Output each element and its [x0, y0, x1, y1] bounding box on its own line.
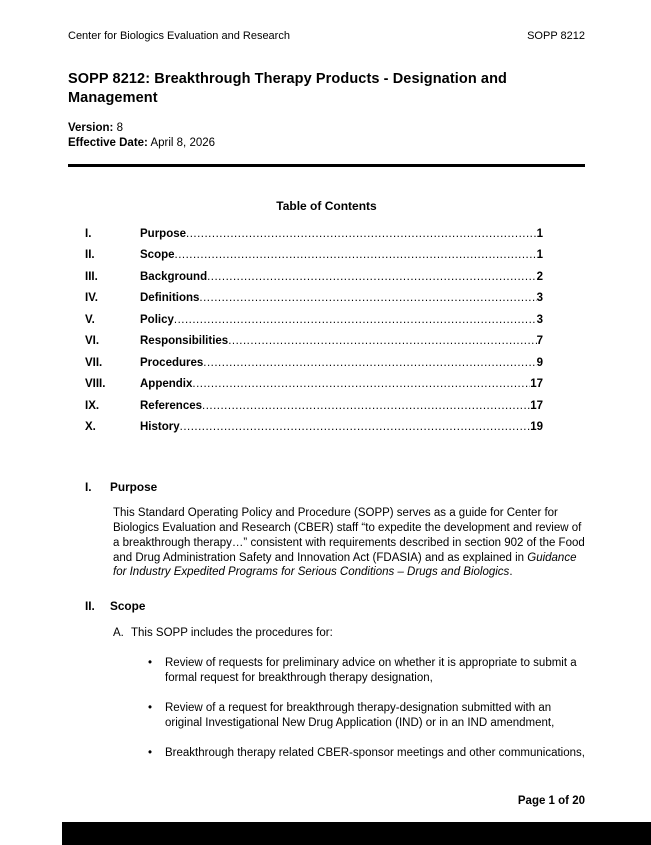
- toc-entry: [85, 400, 543, 422]
- scope-item-a-label: A.: [113, 627, 124, 640]
- scope-bullet-item: [148, 701, 585, 731]
- version-label: Version:: [68, 121, 114, 134]
- toc-leader-dots: [180, 421, 531, 433]
- toc-entry-page: 9: [536, 356, 543, 369]
- effective-date-label: Effective Date:: [68, 137, 148, 150]
- bullet-icon: [148, 656, 165, 686]
- toc-entry-page: 1: [536, 227, 543, 240]
- document-title: SOPP 8212: Breakthrough Therapy Products - Designation and Management: [68, 71, 508, 106]
- toc-entry: [85, 378, 543, 400]
- effective-date-value: April 8, 2026: [150, 137, 216, 150]
- version-line: [68, 121, 585, 137]
- bullet-icon: [148, 746, 165, 761]
- toc-entry-page: 2: [536, 270, 543, 283]
- toc-entry: [85, 357, 543, 379]
- bullet-icon: [148, 701, 165, 731]
- page-header: [68, 30, 585, 43]
- section-heading-purpose: [85, 480, 585, 494]
- toc-leader-dots: [199, 292, 536, 304]
- purpose-text: This Standard Operating Policy and Procedure (SOPP) serves as a guide for Center for Biologics Evaluation and Research (CBER) staff “to expedite the development and review of a breakthrough therapy…” consistent with requirements described in section 902 of the Food and Drug Administration Safety and Innovation Act (FDASIA) and as explained in: [113, 506, 585, 564]
- toc-leader-dots: [207, 271, 537, 283]
- scope-bullet-item: [148, 656, 585, 686]
- scope-item-a: [113, 626, 585, 641]
- toc-entry-page: 7: [536, 335, 543, 348]
- toc-entry-number: IV.: [85, 292, 99, 305]
- section-number: II.: [85, 599, 95, 614]
- scope-bullet-item: [148, 746, 585, 761]
- scope-item-a-text: This SOPP includes the procedures for:: [131, 627, 333, 640]
- toc-entry-label: References: [140, 399, 203, 412]
- toc-entry: [85, 421, 543, 443]
- toc-entry-label: Definitions: [140, 292, 200, 305]
- table-of-contents: [85, 228, 543, 443]
- toc-leader-dots: [186, 228, 537, 240]
- toc-entry-page: 17: [530, 399, 543, 412]
- effective-date-line: [68, 136, 585, 152]
- toc-entry-label: History: [140, 421, 180, 434]
- toc-entry: [85, 335, 543, 357]
- toc-entry: [85, 228, 543, 250]
- toc-entry-number: X.: [85, 421, 96, 434]
- toc-entry-page: 1: [536, 249, 543, 262]
- toc-entry: [85, 271, 543, 293]
- toc-entry-label: Procedures: [140, 356, 204, 369]
- purpose-paragraph: [113, 506, 585, 581]
- header-right-text: SOPP 8212: [527, 30, 585, 42]
- bullet-text: Review of a request for breakthrough therapy-designation submitted with an original Investigational New Drug Application (IND) or in an IND amendment,: [165, 702, 555, 730]
- toc-entry: [85, 249, 543, 271]
- header-left-text: Center for Biologics Evaluation and Research: [68, 30, 290, 42]
- toc-entry-label: Appendix: [140, 378, 193, 391]
- section-title: Purpose: [110, 479, 158, 494]
- toc-entry-label: Purpose: [140, 227, 187, 240]
- toc-entry-number: VIII.: [85, 378, 106, 391]
- toc-leader-dots: [203, 357, 536, 369]
- document-meta: [68, 121, 585, 152]
- toc-entry-label: Policy: [140, 313, 174, 326]
- page-number-footer: Page 1 of 20: [517, 795, 585, 807]
- toc-entry-label: Responsibilities: [140, 335, 229, 348]
- page-bottom-bar: [62, 822, 651, 845]
- toc-leader-dots: [192, 378, 530, 390]
- toc-entry-page: 3: [536, 313, 543, 326]
- toc-entry-page: 19: [530, 421, 543, 434]
- toc-leader-dots: [175, 249, 537, 261]
- toc-entry: [85, 292, 543, 314]
- section-number: I.: [85, 479, 92, 494]
- toc-entry: [85, 314, 543, 336]
- section-heading-scope: [85, 599, 585, 613]
- purpose-text-italic: Guidance for Industry Expedited Programs for Serious Conditions – Drugs and Biologics: [113, 551, 577, 579]
- toc-entry-number: III.: [85, 270, 98, 283]
- purpose-text-end: .: [509, 566, 513, 579]
- toc-entry-number: VI.: [85, 335, 100, 348]
- toc-entry-number: I.: [85, 227, 92, 240]
- toc-entry-label: Background: [140, 270, 208, 283]
- bullet-text: Breakthrough therapy related CBER-sponsor meetings and other communications,: [165, 747, 585, 760]
- bullet-text: Review of requests for preliminary advice on whether it is appropriate to submit a formal request for breakthrough therapy designation,: [165, 657, 577, 685]
- toc-leader-dots: [228, 335, 536, 347]
- toc-entry-number: VII.: [85, 356, 103, 369]
- version-value: 8: [116, 121, 123, 134]
- toc-entry-page: 3: [536, 292, 543, 305]
- toc-leader-dots: [202, 400, 530, 412]
- toc-entry-number: V.: [85, 313, 95, 326]
- section-title: Scope: [110, 599, 146, 614]
- toc-leader-dots: [174, 314, 537, 326]
- toc-title: Table of Contents: [276, 198, 377, 213]
- toc-entry-label: Scope: [140, 249, 175, 262]
- toc-entry-number: IX.: [85, 399, 100, 412]
- toc-entry-number: II.: [85, 249, 95, 262]
- toc-entry-page: 17: [530, 378, 543, 391]
- horizontal-divider: [68, 164, 585, 167]
